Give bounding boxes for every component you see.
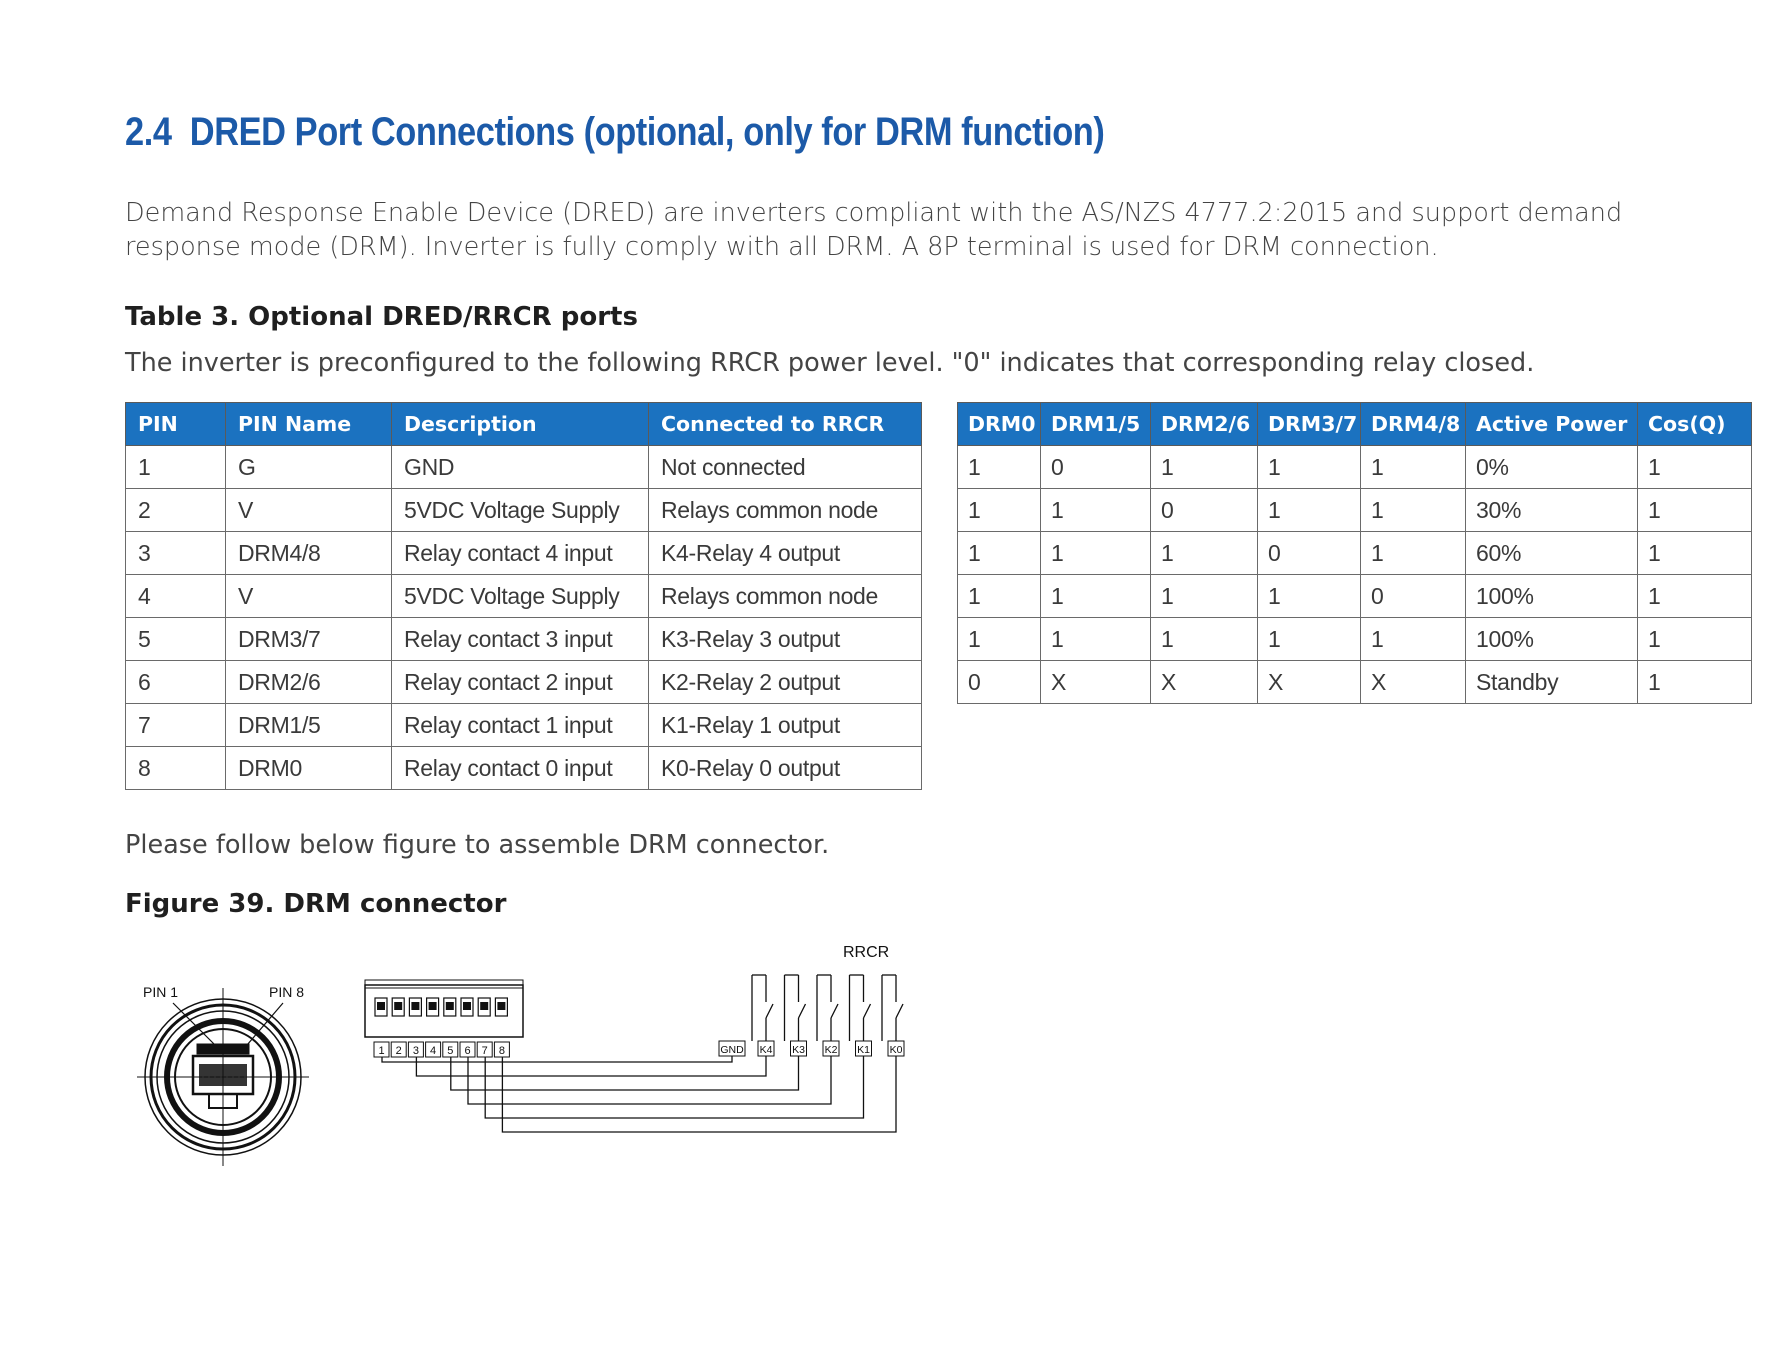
drm-table-cell: 60% xyxy=(1466,532,1638,575)
wiring-lines xyxy=(382,1056,896,1132)
drm-table-cell: 1 xyxy=(958,532,1041,575)
relay-terminal-label: K1 xyxy=(857,1044,870,1056)
pin-table-cell: 2 xyxy=(126,489,226,532)
drm-table-cell: 1 xyxy=(1041,532,1151,575)
pin-table-row xyxy=(126,661,922,704)
drm-table-cell: 1 xyxy=(1361,489,1466,532)
relay-switch xyxy=(896,1004,903,1018)
pin-table-cell: GND xyxy=(392,446,649,489)
terminal-screw xyxy=(480,1002,488,1010)
drm-table-header-cell: DRM0 xyxy=(958,403,1041,446)
terminal-number: 1 xyxy=(378,1045,385,1057)
pin-table-cell: 3 xyxy=(126,532,226,575)
pin-table-cell: K3-Relay 3 output xyxy=(649,618,922,661)
drm-table-header-cell: DRM3/7 xyxy=(1258,403,1361,446)
drm-table-header-row xyxy=(958,403,1752,446)
pin-table-cell: K1-Relay 1 output xyxy=(649,704,922,747)
drm-table-cell: 1 xyxy=(1361,446,1466,489)
drm-connector-figure xyxy=(125,940,925,1170)
pin-table-header-cell: PIN xyxy=(126,403,226,446)
pin-table-row xyxy=(126,489,922,532)
pin-table-cell: Relays common node xyxy=(649,489,922,532)
drm-table-header-cell: Cos(Q) xyxy=(1638,403,1752,446)
drm-table-cell: 1 xyxy=(1638,575,1752,618)
drm-table-cell: 100% xyxy=(1466,575,1638,618)
drm-table-cell: 100% xyxy=(1466,618,1638,661)
pin-table-cell: Relay contact 1 input xyxy=(392,704,649,747)
drm-table-cell: 0 xyxy=(958,661,1041,704)
wire xyxy=(416,1056,766,1076)
intro-line-2: response mode (DRM). Inverter is fully comply with all DRM. A 8P terminal is used for DRM connection. xyxy=(125,232,1439,262)
pin-table-cell: Relay contact 4 input xyxy=(392,532,649,575)
terminal-screw xyxy=(463,1002,471,1010)
round-connector-drawing xyxy=(137,984,309,1166)
pin-table-header-cell: Connected to RRCR xyxy=(649,403,922,446)
intro-paragraph xyxy=(125,196,1705,264)
wire xyxy=(485,1056,863,1118)
pin-table-cell: 8 xyxy=(126,747,226,790)
pin-table-cell: DRM4/8 xyxy=(226,532,392,575)
pin-table-body xyxy=(126,446,922,790)
drm-table-cell: X xyxy=(1151,661,1258,704)
drm-table-cell: 1 xyxy=(1041,575,1151,618)
drm-table-cell: 1 xyxy=(1258,446,1361,489)
wire xyxy=(502,1056,896,1132)
terminal-number: 7 xyxy=(481,1045,488,1057)
pin-table-cell: 1 xyxy=(126,446,226,489)
relay-switch xyxy=(799,1004,806,1018)
drm-table-cell: 1 xyxy=(958,575,1041,618)
relay-terminal-label: GND xyxy=(720,1044,744,1056)
drm-table-body xyxy=(958,446,1752,704)
drm-table-cell: 0 xyxy=(1151,489,1258,532)
drm-table-cell: 1 xyxy=(1638,532,1752,575)
drm-table-cell: 1 xyxy=(958,446,1041,489)
pin-table-cell: DRM3/7 xyxy=(226,618,392,661)
section-number: 2.4 xyxy=(125,110,172,154)
pin-table-header-cell: Description xyxy=(392,403,649,446)
pin-table-cell: K0-Relay 0 output xyxy=(649,747,922,790)
drm-table-cell: 1 xyxy=(1151,618,1258,661)
terminal-screw xyxy=(446,1002,454,1010)
drm-table-cell: 0 xyxy=(1258,532,1361,575)
pin-table-cell: V xyxy=(226,575,392,618)
drm-table-cell: X xyxy=(1361,661,1466,704)
relay-terminal-label: K0 xyxy=(889,1044,903,1056)
terminal-screw xyxy=(497,1002,505,1010)
intro-line-1: Demand Response Enable Device (DRED) are inverters compliant with the AS/NZS 4777.2:2015 and support demand xyxy=(125,198,1623,228)
terminal-number: 2 xyxy=(395,1045,402,1057)
drm-table-header-cell: DRM1/5 xyxy=(1041,403,1151,446)
drm-table-cell: 1 xyxy=(1361,532,1466,575)
drm-table-header-cell: Active Power xyxy=(1466,403,1638,446)
terminal-number: 8 xyxy=(498,1045,505,1057)
pin-table-cell: DRM1/5 xyxy=(226,704,392,747)
pin-table xyxy=(125,402,922,790)
terminal-number: 4 xyxy=(430,1045,437,1057)
drm-table-cell: 0% xyxy=(1466,446,1638,489)
drm-table-row xyxy=(958,575,1752,618)
terminal-screw xyxy=(394,1002,402,1010)
pin-table-row xyxy=(126,575,922,618)
terminal-screw xyxy=(411,1002,419,1010)
pin-table-cell: Relays common node xyxy=(649,575,922,618)
pin-table-cell: Relay contact 0 input xyxy=(392,747,649,790)
drm-table-cell: 1 xyxy=(1258,575,1361,618)
drm-table-row xyxy=(958,532,1752,575)
pin-table-header-row xyxy=(126,403,922,446)
drm-table-cell: 1 xyxy=(1151,446,1258,489)
pin-table-cell: V xyxy=(226,489,392,532)
table-note: The inverter is preconfigured to the following RRCR power level. "0" indicates that corresponding relay closed. xyxy=(125,348,1535,378)
rrcr-label: RRCR xyxy=(843,944,890,961)
figure-caption: Figure 39. DRM connector xyxy=(125,889,507,919)
pin-table-header-cell: PIN Name xyxy=(226,403,392,446)
terminal-screw xyxy=(429,1002,437,1010)
drm-table-cell: 1 xyxy=(958,489,1041,532)
drm-table-cell: 0 xyxy=(1361,575,1466,618)
pin-table-cell: DRM2/6 xyxy=(226,661,392,704)
drm-table-cell: 1 xyxy=(1638,661,1752,704)
relay-terminal-label: K2 xyxy=(824,1044,838,1056)
pin-table-cell: DRM0 xyxy=(226,747,392,790)
drm-table-cell: X xyxy=(1041,661,1151,704)
drm-table-cell: 1 xyxy=(1151,532,1258,575)
relay-terminal-label: K4 xyxy=(759,1044,773,1056)
terminal-number: 6 xyxy=(464,1045,471,1057)
drm-table-cell: 1 xyxy=(1258,489,1361,532)
drm-table-header-cell: DRM4/8 xyxy=(1361,403,1466,446)
pin-table-cell: Relay contact 3 input xyxy=(392,618,649,661)
drm-table-cell: 30% xyxy=(1466,489,1638,532)
pin-table-cell: 7 xyxy=(126,704,226,747)
pin-table-row xyxy=(126,446,922,489)
drm-table-cell: 1 xyxy=(1151,575,1258,618)
pin-table-row xyxy=(126,747,922,790)
pin-table-row xyxy=(126,704,922,747)
section-heading xyxy=(125,110,1104,155)
drm-table-cell: 1 xyxy=(1361,618,1466,661)
pin-table-cell: G xyxy=(226,446,392,489)
pin1-label: PIN 1 xyxy=(143,984,179,1000)
relay-switch xyxy=(766,1004,773,1018)
pin-table-cell: 5 xyxy=(126,618,226,661)
table-caption: Table 3. Optional DRED/RRCR ports xyxy=(125,302,638,332)
drm-table-row xyxy=(958,446,1752,489)
terminal-number: 5 xyxy=(447,1045,454,1057)
wire xyxy=(468,1056,831,1104)
drm-table-cell: X xyxy=(1258,661,1361,704)
terminal-number: 3 xyxy=(412,1045,419,1057)
rrcr-relay-drawing xyxy=(719,944,904,1056)
terminal-block-drawing xyxy=(365,980,523,1057)
pin-table-cell: 5VDC Voltage Supply xyxy=(392,489,649,532)
pin-table-cell: 5VDC Voltage Supply xyxy=(392,575,649,618)
pin-table-cell: K2-Relay 2 output xyxy=(649,661,922,704)
drm-table-cell: 1 xyxy=(1638,446,1752,489)
drm-table-header-cell: DRM2/6 xyxy=(1151,403,1258,446)
drm-table xyxy=(957,402,1752,704)
drm-table-cell: 1 xyxy=(1258,618,1361,661)
drm-table-cell: 1 xyxy=(958,618,1041,661)
drm-table-row xyxy=(958,489,1752,532)
pin-table-cell: 6 xyxy=(126,661,226,704)
pin-table-cell: 4 xyxy=(126,575,226,618)
pin-table-cell: Relay contact 2 input xyxy=(392,661,649,704)
assemble-note: Please follow below figure to assemble DRM connector. xyxy=(125,830,830,860)
relay-switch xyxy=(864,1004,871,1018)
drm-table-cell: 0 xyxy=(1041,446,1151,489)
pin-table-cell: K4-Relay 4 output xyxy=(649,532,922,575)
drm-table-cell: 1 xyxy=(1041,618,1151,661)
drm-table-cell: 1 xyxy=(1041,489,1151,532)
drm-table-row xyxy=(958,618,1752,661)
terminal-screw xyxy=(377,1002,385,1010)
pin-table-cell: Not connected xyxy=(649,446,922,489)
relay-switch xyxy=(831,1004,838,1018)
pin-table-row xyxy=(126,618,922,661)
relay-terminal-label: K3 xyxy=(792,1044,805,1056)
section-title: DRED Port Connections (optional, only for DRM function) xyxy=(189,110,1105,154)
drm-table-cell: 1 xyxy=(1638,489,1752,532)
pin-table-row xyxy=(126,532,922,575)
drm-table-cell: 1 xyxy=(1638,618,1752,661)
drm-table-cell: Standby xyxy=(1466,661,1638,704)
pin8-label: PIN 8 xyxy=(269,984,305,1000)
drm-table-row xyxy=(958,661,1752,704)
